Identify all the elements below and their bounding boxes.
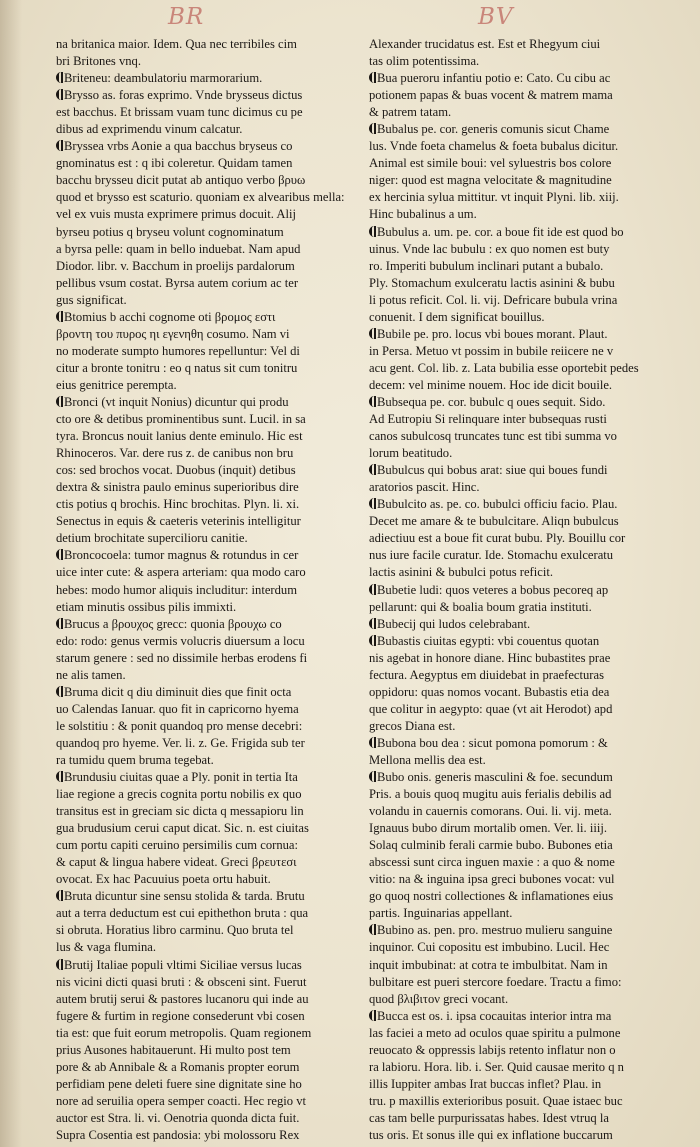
text-line bbox=[369, 496, 671, 513]
text-line bbox=[56, 939, 358, 956]
text-line bbox=[369, 275, 671, 292]
text-line bbox=[56, 1076, 358, 1093]
text-line bbox=[369, 394, 671, 411]
text-line-content: uinus. Vnde lac bubulu : ex quo nomen est buty bbox=[369, 241, 610, 256]
text-line-content: tus oris. Et sonus ille qui ex inflatione buccarum bbox=[369, 1128, 613, 1142]
text-line-content: partis. Inguinarias appellant. bbox=[369, 906, 513, 921]
paragraph-mark-icon bbox=[369, 771, 376, 782]
paragraph-mark-icon bbox=[56, 311, 63, 322]
paragraph-mark-icon bbox=[369, 584, 376, 595]
text-line-content: Brutij Italiae populi vltimi Siciliae versus lucas bbox=[64, 957, 302, 972]
text-line bbox=[369, 1042, 671, 1059]
text-line bbox=[369, 411, 671, 428]
text-line-content: cos: sed brochos vocat. Duobus (inquit) detibus bbox=[56, 463, 296, 478]
text-line-content: gus significat. bbox=[56, 292, 127, 307]
text-line-content: quandoq pro hyeme. Ver. li. z. Ge. Frigida sub ter bbox=[56, 735, 305, 750]
text-line bbox=[369, 905, 671, 922]
text-line bbox=[56, 922, 358, 939]
text-line-content: nis vicini dicti quasi bruti : & obsceni sint. Fuerut bbox=[56, 974, 307, 989]
text-line-content: etiam minutis ossibus pilis immixti. bbox=[56, 599, 237, 614]
text-line-content: Bubile pe. pro. locus vbi boues morant. Plaut. bbox=[377, 326, 608, 341]
text-line-content: ra labioru. Hora. lib. i. Ser. Quid causae merito q n bbox=[369, 1059, 624, 1074]
text-column-right bbox=[369, 36, 671, 1144]
text-line bbox=[56, 189, 358, 206]
text-line-content: acu gent. Col. lib. z. Lata bubilia esse oportebit pedes bbox=[369, 360, 639, 375]
text-line bbox=[369, 36, 671, 53]
text-line-content: Bubulcus qui bobus arat: siue qui boues fundi bbox=[377, 463, 608, 478]
text-line bbox=[56, 1127, 358, 1144]
text-line bbox=[56, 36, 358, 53]
text-line-content: auctor est Stra. li. vi. Oenotria quonda dicta fuit. bbox=[56, 1110, 300, 1125]
text-line bbox=[369, 206, 671, 223]
handwritten-annotation-right: BV bbox=[478, 4, 514, 30]
paragraph-mark-icon bbox=[369, 1010, 376, 1021]
paragraph-mark-icon bbox=[56, 140, 63, 151]
text-line bbox=[369, 1025, 671, 1042]
text-line-content: dextra & sinistra paulo eminus superioribus dire bbox=[56, 480, 299, 495]
text-line bbox=[369, 292, 671, 309]
text-line bbox=[56, 667, 358, 684]
text-line bbox=[56, 735, 358, 752]
text-line bbox=[369, 121, 671, 138]
text-line-content: Alexander trucidatus est. Est et Rhegyum ciui bbox=[369, 37, 601, 51]
text-line-content: illis Iuppiter ambas Irat buccas inflet? Plau. in bbox=[369, 1076, 602, 1091]
text-line-content: Btomius b acchi cognome oti βρομος εστι bbox=[64, 309, 276, 324]
text-line bbox=[369, 309, 671, 326]
text-line bbox=[369, 1093, 671, 1110]
text-line bbox=[56, 411, 358, 428]
text-line bbox=[369, 735, 671, 752]
text-line bbox=[56, 155, 358, 172]
text-line bbox=[56, 616, 358, 633]
text-line bbox=[56, 599, 358, 616]
text-line-content: Decet me amare & te bubulcitare. Aliqn bubulcus bbox=[369, 514, 619, 529]
text-line-content: aut a terra deductum est cui epithethon bruta : qua bbox=[56, 906, 309, 921]
handwritten-annotation-left: BR bbox=[168, 4, 205, 30]
text-line-content: cto ore & detibus prominentibus sunt. Lucil. in sa bbox=[56, 412, 306, 427]
text-line-content: volandu in cauernis comorans. Oui. li. vij. meta. bbox=[369, 804, 612, 819]
text-line-content: tas olim potentissima. bbox=[369, 54, 480, 69]
text-line bbox=[369, 616, 671, 633]
text-line bbox=[369, 360, 671, 377]
text-line bbox=[56, 292, 358, 309]
text-line bbox=[369, 428, 671, 445]
text-line bbox=[56, 479, 358, 496]
text-column-left bbox=[56, 36, 358, 1144]
text-line-content: transitus est in greciam sic dicta q messapioru lin bbox=[56, 804, 304, 819]
text-line-content: aratorios pascit. Hinc. bbox=[369, 480, 480, 495]
text-line bbox=[56, 1059, 358, 1076]
text-line-content: ovocat. Ex hac Pacuuius poeta ortu habuit. bbox=[56, 872, 271, 887]
text-line-content: inquinor. Cui copositu est imbubino. Lucil. Hec bbox=[369, 940, 610, 955]
text-line-content: potionem papas & buas vocent & matrem mama bbox=[369, 88, 613, 103]
text-line bbox=[369, 650, 671, 667]
paragraph-mark-icon bbox=[369, 618, 376, 629]
text-line-content: ctis potius q brochis. Hinc brochitas. Plyn. li. xi. bbox=[56, 497, 300, 512]
text-line-content: dibus ad exprimendu vinum calcatur. bbox=[56, 122, 243, 137]
text-line bbox=[56, 104, 358, 121]
text-line-content: grecos Diana est. bbox=[369, 718, 456, 733]
text-line bbox=[56, 1042, 358, 1059]
text-line bbox=[56, 241, 358, 258]
text-line bbox=[56, 905, 358, 922]
text-line-content: Animal est simile boui: vel syluestris bos colore bbox=[369, 156, 612, 171]
paragraph-mark-icon bbox=[369, 328, 376, 339]
paragraph-mark-icon bbox=[369, 924, 376, 935]
text-line-content: Bubulcito as. pe. co. bubulci officiu facio. Plau. bbox=[377, 497, 618, 512]
text-line-content: vitio: na & inguina ipsa greci bubones vocat: vul bbox=[369, 872, 615, 887]
text-line-content: βροντη του πυρος ηι εγενηθη cosumo. Nam vi bbox=[56, 326, 290, 341]
text-line bbox=[369, 513, 671, 530]
text-line-content: go quoq nostri collectiones & inflamationes eius bbox=[369, 889, 614, 904]
text-line-content: prius Ausones habitauerunt. Hi multo post tem bbox=[56, 1042, 291, 1057]
text-line-content: edo: rodo: genus vermis volucris diuersum a locu bbox=[56, 633, 305, 648]
text-line-content: Bruma dicit q diu diminuit dies que finit octa bbox=[64, 684, 292, 699]
text-line-content: hebes: modo humor aliquis includitur: interdum bbox=[56, 582, 297, 597]
text-line bbox=[56, 496, 358, 513]
text-line bbox=[369, 1076, 671, 1093]
text-line bbox=[56, 530, 358, 547]
text-line-content: est bacchus. Et brissam vuam tunc dicimus cu pe bbox=[56, 105, 303, 120]
text-line bbox=[56, 684, 358, 701]
text-line bbox=[56, 769, 358, 786]
text-line-content: Bubo onis. generis masculini & foe. secundum bbox=[377, 770, 613, 785]
text-line-content: eius genitrice perempta. bbox=[56, 377, 177, 392]
text-line-content: Bubecij qui ludos celebrabant. bbox=[377, 616, 531, 631]
text-line-content: Bua pueroru infantiu potio e: Cato. Cu cibu ac bbox=[377, 71, 611, 86]
text-line-content: gua brudusium cerui caput dicat. Sic. n. est ciuitas bbox=[56, 821, 309, 836]
text-line bbox=[56, 87, 358, 104]
text-line bbox=[369, 922, 671, 939]
text-line bbox=[56, 701, 358, 718]
text-line-content: Hinc bubalinus a um. bbox=[369, 207, 477, 222]
text-line-content: starum genere : sed no dissimile herbas erodens fi bbox=[56, 650, 308, 665]
text-line-content: si obruta. Horatius libro carminu. Quo bruta tel bbox=[56, 923, 294, 938]
text-line-content: cas tam belle purpurissatas habes. Idest vtruq la bbox=[369, 1110, 609, 1125]
text-line-content: abscessi sunt circa inguen maxie : a quo & nome bbox=[369, 855, 615, 870]
text-line-content: oppidoru: quas nomos vocant. Bubastis etia dea bbox=[369, 684, 610, 699]
paragraph-mark-icon bbox=[369, 635, 376, 646]
text-line-content: liae regione a grecis cognita portu nobilis ex quo bbox=[56, 787, 302, 802]
text-line bbox=[369, 957, 671, 974]
text-line-content: fectura. Aegyptus em diuidebat in praefecturas bbox=[369, 667, 604, 682]
text-line-content: Bubalus pe. cor. generis comunis sicut Chame bbox=[377, 122, 610, 137]
text-line bbox=[369, 837, 671, 854]
text-line-content: Pris. a bouis quoq mugitu auis ferialis debilis ad bbox=[369, 787, 612, 802]
paragraph-mark-icon bbox=[369, 226, 376, 237]
text-line-content: vel ex vuis musta exprimere primus docuit. Alij bbox=[56, 207, 296, 222]
text-line-content: bacchu brysseu dicit putat ab antiquo verbo βρυω bbox=[56, 173, 306, 188]
text-line bbox=[369, 854, 671, 871]
text-line bbox=[369, 667, 671, 684]
paragraph-mark-icon bbox=[56, 72, 63, 83]
text-line bbox=[369, 599, 671, 616]
text-line-content: & patrem tatam. bbox=[369, 105, 452, 120]
text-line bbox=[56, 871, 358, 888]
text-line-content: a byrsa pelle: quam in bello induebat. Nam apud bbox=[56, 241, 301, 256]
text-line-content: Brucus a βρουχος grecc: quonia βρουχω co bbox=[64, 616, 282, 631]
text-line bbox=[56, 70, 358, 87]
text-line bbox=[369, 939, 671, 956]
text-line bbox=[369, 991, 671, 1008]
text-line bbox=[56, 974, 358, 991]
paragraph-mark-icon bbox=[369, 123, 376, 134]
text-line bbox=[56, 1025, 358, 1042]
text-line bbox=[369, 172, 671, 189]
text-line bbox=[369, 530, 671, 547]
text-line-content: las faciei a meto ad oculos quae spiritu a pulmone bbox=[369, 1025, 621, 1040]
text-line bbox=[369, 241, 671, 258]
paragraph-mark-icon bbox=[56, 771, 63, 782]
text-line bbox=[56, 258, 358, 275]
text-line-content: li potus reficit. Col. li. vij. Defricare bubula vrina bbox=[369, 292, 618, 307]
paragraph-mark-icon bbox=[56, 618, 63, 629]
text-line bbox=[56, 1110, 358, 1127]
text-line-content: tyra. Broncus nouit lanius dente eminulo. Hic est bbox=[56, 429, 303, 444]
text-line bbox=[56, 206, 358, 223]
text-line-content: pellibus vsum costat. Byrsa autem corium ac ter bbox=[56, 275, 299, 290]
text-line bbox=[56, 309, 358, 326]
paragraph-mark-icon bbox=[56, 959, 63, 970]
text-line bbox=[56, 582, 358, 599]
text-line bbox=[369, 462, 671, 479]
text-line-content: le solstitiu : & ponit quandoq pro mense decebri: bbox=[56, 718, 303, 733]
text-line bbox=[369, 53, 671, 70]
text-line bbox=[369, 633, 671, 650]
paragraph-mark-icon bbox=[56, 396, 63, 407]
paragraph-mark-icon bbox=[56, 890, 63, 901]
text-line-content: uice inter cute: & aspera arteriam: qua modo caro bbox=[56, 565, 306, 580]
text-line-content: ne alis tamen. bbox=[56, 667, 126, 682]
text-line-content: lus. Vnde foeta chamelus & foeta bubalus dicitur. bbox=[369, 139, 619, 154]
text-line-content: nore ad seruilia opera semper coacti. Hec regio vt bbox=[56, 1093, 307, 1108]
text-line-content: Bubetie ludi: quos veteres a bobus pecoreq ap bbox=[377, 582, 609, 597]
text-line-content: cum portu capiti ceruino persimilis cum cornua: bbox=[56, 838, 299, 853]
text-line bbox=[369, 445, 671, 462]
text-line bbox=[369, 258, 671, 275]
text-line bbox=[56, 718, 358, 735]
text-line-content: Bronci (vt inquit Nonius) dicuntur qui produ bbox=[64, 394, 289, 409]
text-line-content: Bucca est os. i. ipsa cocauitas interior intra ma bbox=[377, 1008, 612, 1023]
paragraph-mark-icon bbox=[369, 396, 376, 407]
text-line bbox=[56, 650, 358, 667]
text-line bbox=[56, 888, 358, 905]
text-line bbox=[369, 547, 671, 564]
text-line-content: quod βλιβιτον greci vocant. bbox=[369, 991, 509, 1006]
text-line-content: & caput & lingua habere videat. Greci βρευτεσι bbox=[56, 855, 297, 870]
text-line-content: bri Britones vnq. bbox=[56, 54, 142, 69]
text-line-content: uo Calendas Ianuar. quo fit in capricorno hyema bbox=[56, 701, 299, 716]
text-line-content: adiectiuu est a boue fit curat bubu. Ply. Bouillu cor bbox=[369, 531, 626, 546]
paragraph-mark-icon bbox=[369, 464, 376, 475]
text-line-content: detium brochitate supercilioru canitie. bbox=[56, 531, 248, 546]
text-line-content: bulbitare est pueri stercore foedare. Tractu a fimo: bbox=[369, 974, 622, 989]
text-line bbox=[369, 377, 671, 394]
text-line-content: quod et brysso est scaturio. quoniam ex alvearibus mella: bbox=[56, 190, 345, 205]
text-line-content: ex hercinia sylua mittitur. vt inquit Plyni. lib. xiij. bbox=[369, 190, 619, 205]
text-line-content: citur a bronte tonitru : eo q natus sit cum tonitru bbox=[56, 360, 298, 375]
text-line-content: Broncocoela: tumor magnus & rotundus in cer bbox=[64, 548, 299, 563]
text-line bbox=[369, 224, 671, 241]
text-line bbox=[369, 70, 671, 87]
text-line-content: in Persa. Metuo vt possim in bubile reiicere ne v bbox=[369, 343, 614, 358]
text-line-content: decem: vel minime nouem. Hoc ide dicit bouile. bbox=[369, 377, 613, 392]
text-line bbox=[56, 377, 358, 394]
text-line-content: ro. Imperiti bubulum inclinari putant a bubalo. bbox=[369, 258, 604, 273]
text-line-content: Bruta dicuntur sine sensu stolida & tarda. Brutu bbox=[64, 889, 305, 904]
text-line-content: canos subulcosq truncates tunc est tibi summa vo bbox=[369, 429, 617, 444]
text-line-content: Bubsequa pe. cor. bubulc q oues sequit. Sido. bbox=[377, 394, 606, 409]
text-line bbox=[56, 53, 358, 70]
text-line-content: autem brutij serui & pastores lucanoru qui inde au bbox=[56, 991, 309, 1006]
text-line bbox=[56, 275, 358, 292]
text-line-content: pore & ab Annibale & a Romanis propter eorum bbox=[56, 1059, 300, 1074]
text-line bbox=[369, 820, 671, 837]
text-line bbox=[369, 701, 671, 718]
text-line bbox=[56, 172, 358, 189]
paragraph-mark-icon bbox=[56, 686, 63, 697]
text-line-content: nis agebat in honore diane. Hinc bubastites prae bbox=[369, 650, 611, 665]
text-line bbox=[369, 326, 671, 343]
text-line-content: lus & vaga flumina. bbox=[56, 940, 157, 955]
text-line-content: Ad Eutropiu Si relinquare inter bubsequas rusti bbox=[369, 412, 607, 427]
text-line bbox=[56, 445, 358, 462]
text-line bbox=[56, 633, 358, 650]
text-line-content: lactis asinini & bubulci potus reficit. bbox=[369, 565, 553, 580]
text-line bbox=[56, 752, 358, 769]
text-line-content: Bubastis ciuitas egypti: vbi couentus quotan bbox=[377, 633, 600, 648]
text-line-content: tia est: que fuit eorum metropolis. Quam regionem bbox=[56, 1025, 312, 1040]
text-line-content: Mellona mellis dea est. bbox=[369, 752, 486, 767]
text-line bbox=[56, 547, 358, 564]
text-line bbox=[56, 394, 358, 411]
text-line bbox=[369, 1127, 671, 1144]
text-line bbox=[369, 1110, 671, 1127]
text-line bbox=[369, 343, 671, 360]
text-line bbox=[369, 718, 671, 735]
text-line-content: tru. p maxillis exterioribus posuit. Quae istaec buc bbox=[369, 1093, 623, 1108]
text-line bbox=[369, 974, 671, 991]
text-line bbox=[56, 462, 358, 479]
text-line-content: Briteneu: deambulatoriu marmorarium. bbox=[64, 71, 263, 86]
text-line bbox=[369, 564, 671, 581]
text-line bbox=[56, 428, 358, 445]
text-line-content: ra tumidu quem bruma tegebat. bbox=[56, 752, 214, 767]
text-line-content: reuocato & oppressis labijs retento inflatur non o bbox=[369, 1042, 616, 1057]
text-line-content: conuenit. I dem significat bouillus. bbox=[369, 309, 545, 324]
text-line-content: Supra Cosentia est pandosia: ybi molossoru Rex bbox=[56, 1128, 300, 1142]
text-line bbox=[369, 189, 671, 206]
text-line bbox=[369, 786, 671, 803]
text-line bbox=[369, 871, 671, 888]
text-line-content: Bubulus a. um. pe. cor. a boue fit ide est quod bo bbox=[377, 224, 624, 239]
text-line bbox=[56, 957, 358, 974]
text-line-content: byrseu potius q bryseu volunt cognominatum bbox=[56, 224, 284, 239]
text-line-content: fugere & furtim in regione consederunt vbi cosen bbox=[56, 1008, 305, 1023]
text-line-content: pellarunt: qui & boalia boum gratia instituti. bbox=[369, 599, 592, 614]
text-line-content: Ignauus bubo dirum mortalib omen. Ver. li. iiij. bbox=[369, 821, 607, 836]
text-line bbox=[369, 684, 671, 701]
text-line-content: Solaq culminib ferali carmie bubo. Bubones etia bbox=[369, 838, 613, 853]
text-line bbox=[369, 803, 671, 820]
text-line bbox=[369, 769, 671, 786]
text-line bbox=[56, 121, 358, 138]
text-line bbox=[56, 1008, 358, 1025]
text-line bbox=[56, 326, 358, 343]
text-line bbox=[56, 837, 358, 854]
paragraph-mark-icon bbox=[56, 89, 63, 100]
text-line-content: no moderate sumpto humores repelluntur: Vel di bbox=[56, 343, 300, 358]
text-line-content: Bubino as. pen. pro. mestruo mulieru sanguine bbox=[377, 923, 613, 938]
text-line-content: Brysso as. foras exprimo. Vnde brysseus dictus bbox=[64, 88, 303, 103]
text-line bbox=[369, 104, 671, 121]
text-line-content: Bubona bou dea : sicut pomona pomorum : & bbox=[377, 735, 608, 750]
text-line-content: na britanica maior. Idem. Qua nec terribiles cim bbox=[56, 37, 297, 51]
text-line bbox=[369, 582, 671, 599]
text-line-content: gnominatus est : q ibi coleretur. Quidam tamen bbox=[56, 156, 293, 171]
paragraph-mark-icon bbox=[56, 549, 63, 560]
paragraph-mark-icon bbox=[369, 72, 376, 83]
text-line-content: Bryssea vrbs Aonie a qua bacchus bryseus co bbox=[64, 139, 293, 154]
text-line-content: Senectus in equis & caeteris veterinis intelligitur bbox=[56, 514, 301, 529]
text-line bbox=[56, 343, 358, 360]
text-line bbox=[56, 786, 358, 803]
text-line-content: que colitur in aegypto: quae (vt ait Herodot) apd bbox=[369, 701, 613, 716]
paragraph-mark-icon bbox=[369, 737, 376, 748]
text-line-content: Ply. Stomachum exulceratu lactis asinini & bubu bbox=[369, 275, 615, 290]
text-line bbox=[369, 87, 671, 104]
text-line-content: lorum beatitudo. bbox=[369, 446, 453, 461]
text-line bbox=[56, 564, 358, 581]
text-line bbox=[369, 888, 671, 905]
text-line-content: nus iure facile curatur. Ide. Stomachu exulceratu bbox=[369, 548, 614, 563]
text-line-content: Rhinoceros. Var. dere rus z. de canibus non bru bbox=[56, 446, 294, 461]
text-line bbox=[369, 752, 671, 769]
text-line bbox=[369, 1008, 671, 1025]
text-line bbox=[56, 803, 358, 820]
text-line-content: Diodor. libr. v. Bacchum in proelijs pardalorum bbox=[56, 258, 295, 273]
binding-shadow bbox=[0, 0, 22, 1147]
text-line bbox=[56, 224, 358, 241]
text-line bbox=[56, 991, 358, 1008]
text-line-content: perfidiam pene deleti fuere sine dignitate sine ho bbox=[56, 1076, 302, 1091]
text-line-content: niger: quod est magna velocitate & magnitudine bbox=[369, 173, 612, 188]
text-line bbox=[369, 155, 671, 172]
text-line-content: Brundusiu ciuitas quae a Ply. ponit in tertia Ita bbox=[64, 770, 298, 785]
text-line bbox=[56, 854, 358, 871]
text-line bbox=[56, 820, 358, 837]
text-line bbox=[56, 513, 358, 530]
text-line bbox=[56, 138, 358, 155]
text-line bbox=[369, 1059, 671, 1076]
text-line-content: inquit imbubinat: at cotra te imbulbitat. Nam in bbox=[369, 957, 608, 972]
text-line bbox=[369, 479, 671, 496]
text-line bbox=[369, 138, 671, 155]
paragraph-mark-icon bbox=[369, 498, 376, 509]
text-line bbox=[56, 360, 358, 377]
text-line bbox=[56, 1093, 358, 1110]
